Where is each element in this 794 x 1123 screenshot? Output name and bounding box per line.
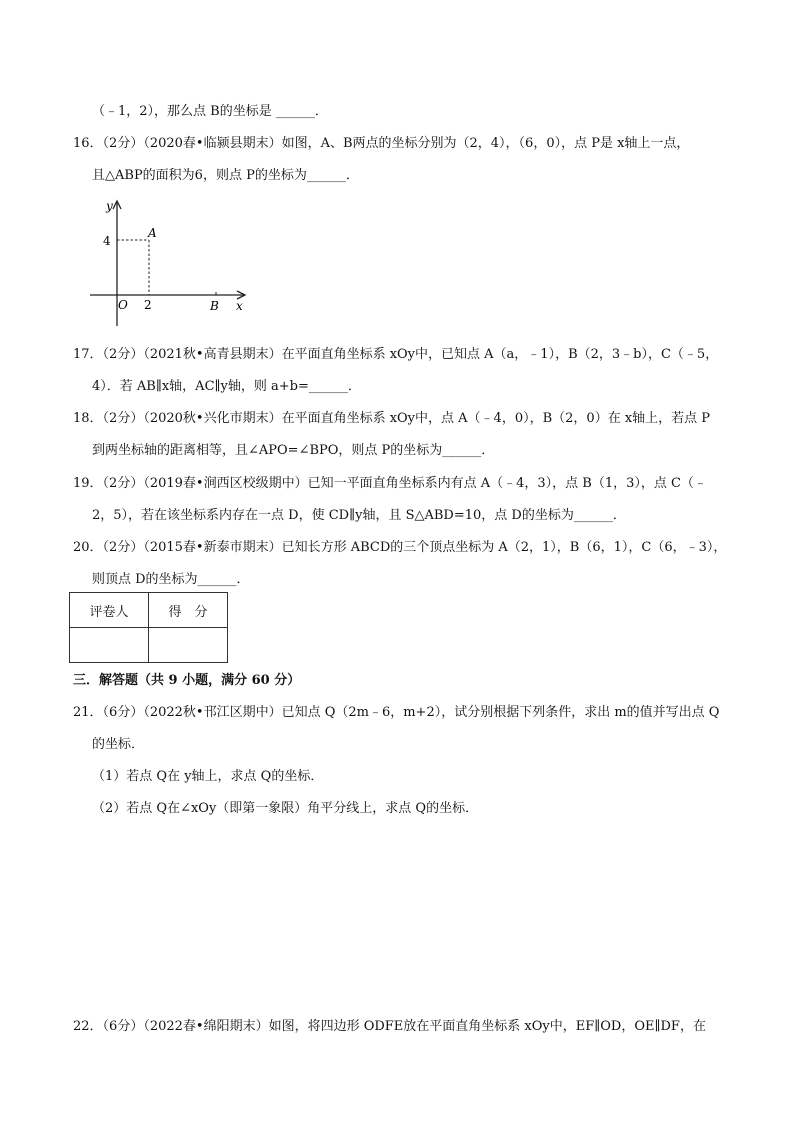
coordinate-figure	[84, 196, 254, 331]
q20-line1: 20．（2分）（2015春•新泰市期末）已知长方形 ABCD的三个顶点坐标为 A（2，1），B（6，1），C（6，﹣3），	[73, 540, 727, 555]
origin-label: O	[118, 298, 128, 312]
q15-tail: （﹣1，2），那么点 B的坐标是 ______．	[92, 104, 328, 119]
q21-part2: （2）若点 Q在∠xOy（即第一象限）角平分线上，求点 Q的坐标．	[92, 801, 479, 816]
tick-y-label: 4	[103, 234, 111, 248]
q18-line1: 18．（2分）（2020秋•兴化市期末）在平面直角坐标系 xOy中，点 A（﹣4，0），B（2，0）在 x轴上，若点 P	[73, 411, 711, 426]
grader-header: 评卷人	[70, 593, 149, 628]
q21-part1: （1）若点 Q在 y轴上，求点 Q的坐标．	[92, 769, 324, 784]
tick-x-label: 2	[144, 298, 152, 312]
q20-line2: 则顶点 D的坐标为______．	[92, 572, 250, 587]
q21-line1: 21．（6分）（2022秋•邗江区期中）已知点 Q（2m﹣6，m+2），试分别根据下列条件，求出 m的值并写出点 Q	[73, 705, 720, 720]
q17-line1: 17．（2分）（2021秋•高青县期末）在平面直角坐标系 xOy中，已知点 A（a，﹣1），B（2，3﹣b），C（﹣5，	[73, 347, 719, 362]
grader-cell	[70, 628, 149, 663]
q19-line2: 2，5），若在该坐标系内存在一点 D，使 CD∥y轴，且 S△ABD=10，点 D的坐标为______．	[92, 508, 626, 523]
score-table	[69, 592, 228, 663]
q22-line1: 22．（6分）（2022春•绵阳期末）如图，将四边形 ODFE放在平面直角坐标系 xOy中，EF∥OD，OE∥DF，在	[73, 1019, 706, 1034]
x-axis-label: x	[236, 299, 243, 313]
score-header: 得 分	[149, 593, 228, 628]
point-b-label: B	[210, 299, 219, 313]
q18-line2: 到两坐标轴的距离相等，且∠APO=∠BPO，则点 P的坐标为______．	[92, 443, 495, 458]
q16-line2: 且△ABP的面积为6，则点 P的坐标为______．	[92, 168, 359, 183]
q16-line1: 16．（2分）（2020春•临颍县期末）如图，A、B两点的坐标分别为（2，4），（6，0），点 P是 x轴上一点，	[73, 136, 690, 151]
score-cell	[149, 628, 228, 663]
q17-line2: 4）．若 AB∥x轴，AC∥y轴，则 a+b=______．	[92, 379, 361, 394]
section-heading: 三．解答题（共 9 小题，满分 60 分）	[73, 673, 301, 688]
q19-line1: 19．（2分）（2019春•涧西区校级期中）已知一平面直角坐标系内有点 A（﹣4，3），点 B（1，3），点 C（﹣	[73, 476, 707, 491]
point-a-label: A	[148, 226, 157, 240]
q21-line2: 的坐标．	[92, 737, 145, 752]
y-axis-label: y	[106, 199, 113, 213]
